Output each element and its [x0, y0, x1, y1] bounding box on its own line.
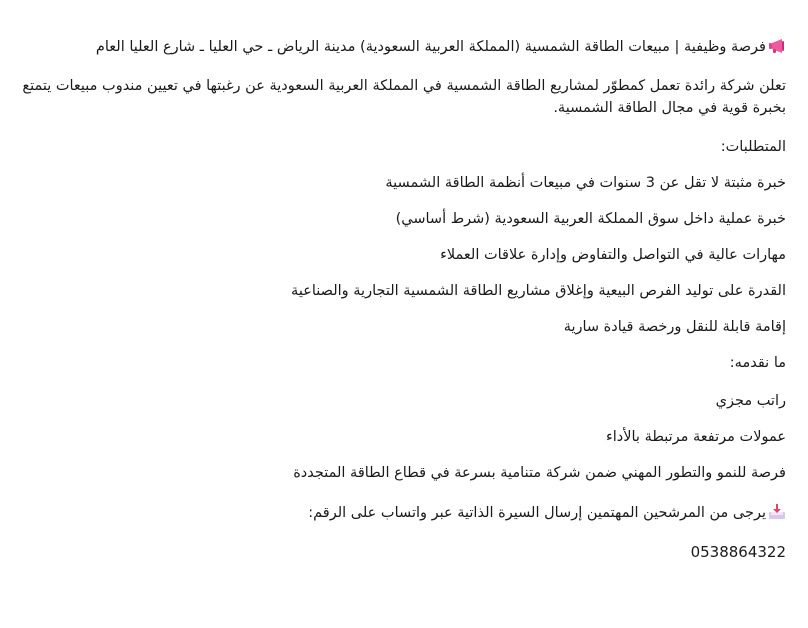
apply-instructions: [20, 502, 786, 524]
post-headline: [20, 36, 786, 58]
offer-item: فرصة للنمو والتطور المهني ضمن شركة متنامية بسرعة في قطاع الطاقة المتجددة: [293, 465, 786, 481]
requirement-item: خبرة عملية داخل سوق المملكة العربية السعودية (شرط أساسي): [395, 211, 786, 227]
requirement-item: القدرة على توليد الفرص البيعية وإغلاق مشاريع الطاقة الشمسية التجارية والصناعية: [291, 283, 786, 299]
offer-item: عمولات مرتفعة مرتبطة بالأداء: [605, 429, 786, 445]
requirement-item: مهارات عالية في التواصل والتفاوض وإدارة علاقات العملاء: [440, 247, 786, 263]
intro-paragraph: تعلن شركة رائدة تعمل كمطوّر لمشاريع الطاقة الشمسية في المملكة العربية السعودية عن رغبتها في تعيين مندوب مبيعات يتمتع بخبرة قوية في مجال الطاقة الشمسية.: [22, 78, 786, 116]
megaphone-icon: [768, 38, 786, 54]
inbox-tray-icon: [768, 504, 786, 520]
apply-text: يرجى من المرشحين المهتمين إرسال السيرة الذاتية عبر واتساب على الرقم:: [308, 505, 766, 521]
requirements-heading: المتطلبات:: [720, 139, 786, 155]
offer-item: راتب مجزي: [715, 393, 786, 409]
requirement-item: إقامة قابلة للنقل ورخصة قيادة سارية: [563, 319, 786, 335]
phone-number[interactable]: 0538864322: [690, 543, 786, 561]
requirement-item: خبرة مثبتة لا تقل عن 3 سنوات في مبيعات أنظمة الطاقة الشمسية: [385, 175, 786, 191]
offer-heading: ما نقدمه:: [729, 355, 786, 371]
headline-text: فرصة وظيفية | مبيعات الطاقة الشمسية (المملكة العربية السعودية) مدينة الرياض ـ حي العليا ـ شارع العليا العام: [95, 39, 766, 55]
